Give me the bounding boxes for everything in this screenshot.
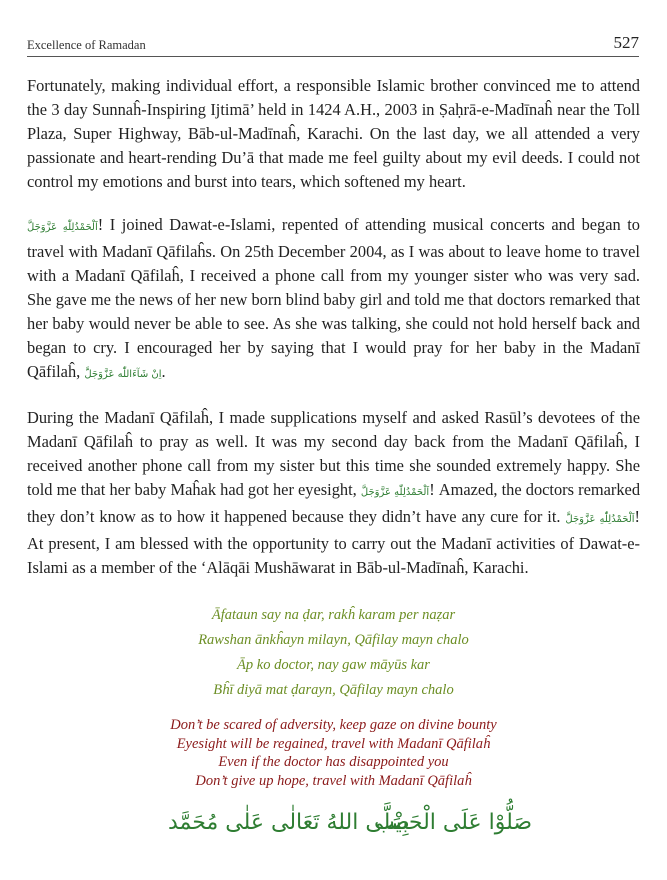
paragraph-1: Fortunately, making individual effort, a responsible Islamic brother convinced me to attend the 3 day Sunnaĥ-Inspiring Ijtimā’ held in 1424 A.H., 2003 in Ṣaḥrā-e-Madīnaĥ near the Toll Plaza, Super Highway, Bāb-ul-Madīnaĥ, Karachi. On the last day, we all attended a very passionate and heart-rending Du’ā that made me feel guilty about my evil deeds. I could not control my emotions and burst into tears, which softened my heart. [27,76,640,191]
paragraph-3-text-3: ! At present, I am blessed with the opportunity to carry out the Madanī activities of Dawat-e-Islami as a member of the ‘Alāqāi Mushāwarat in Bāb-ul-Madīnaĥ, Karachi. [27,507,640,577]
verse-line: Āfataun say na ḍar, rakĥ karam per naẓar [211,607,456,623]
alhamdulillah-phrase: اَلْحَمْدُلِلّٰهِ عَزَّوَجَلَّ [27,222,98,233]
verse-line: Āp ko doctor, nay gaw māyūs kar [237,657,430,673]
paragraph-3-text-2: ! Amazed, the doctors remarked they don’t know as to how it happened because they didn’t have any cure for it. [27,480,641,526]
alhamdulillah-phrase: اَلْحَمْدُلِلّٰهِ عَزَّوَجَلَّ [565,514,635,525]
verse-line: Bĥī diyā mat ḍarayn, Qāfilay mayn chalo [213,682,454,698]
translation-line: Even if the doctor has disappointed you [218,754,449,770]
translation-line: Don’t be scared of adversity, keep gaze on divine bounty [170,717,497,733]
paragraph-3-text: During the Madanī Qāfilaĥ, I made supplications myself and asked Rasūl’s devotees of the Madanī Qāfilaĥ to pray as well. It was my second day back from the Madanī Qāfilaĥ, I received another phone call from my sister but this time she sounded extremely happy. She told me that her baby Maĥak had got her eyesight, [27,408,640,499]
verse-line: Rawshan ānkĥayn milayn, Qāfilay mayn chalo [198,632,469,648]
paragraph-3 [27,406,640,580]
translation-line: Don’t give up hope, travel with Madanī Qāfilaĥ [195,772,472,789]
paragraph-2 [27,213,640,387]
translation-line: Eyesight will be regained, travel with Madanī Qāfilaĥ [176,735,491,752]
page-header [27,30,639,57]
paragraph-2-end: . [161,362,166,381]
salawat-call: صَلُّوْا عَلَی الْحَبِیْب [374,810,533,835]
salawat-response: صَلَّی اللهُ تَعَالٰی عَلٰی مُحَمَّد [168,810,410,835]
running-title: Excellence of Ramadan [27,38,146,52]
alhamdulillah-phrase: اَلْحَمْدُلِلّٰهِ عَزَّوَجَلَّ [360,487,430,498]
body-text [27,74,640,599]
verse-transliteration [0,603,667,703]
verse-translation [0,716,667,790]
page-number: 527 [613,33,639,52]
paragraph-2-text: ! I joined Dawat-e-Islami, repented of attending musical concerts and began to travel with Madanī Qāfilaĥs. On 25th December 2004, as I was about to leave home to travel with a Madanī Qāfilaĥ, I received a phone call from my younger sister who was very sad. She gave me the news of her new born blind baby girl and told me that doctors remarked that her baby would never be able to see. As she was talking, she could not hold herself back and began to cry. I encouraged her by saying that I would pray for her baby in the Madanī Qāfilaĥ, [27,215,641,381]
inshaallah-phrase: اِنْ شَآءَاللّٰه عَزَّوَجَلَّ [84,369,162,380]
